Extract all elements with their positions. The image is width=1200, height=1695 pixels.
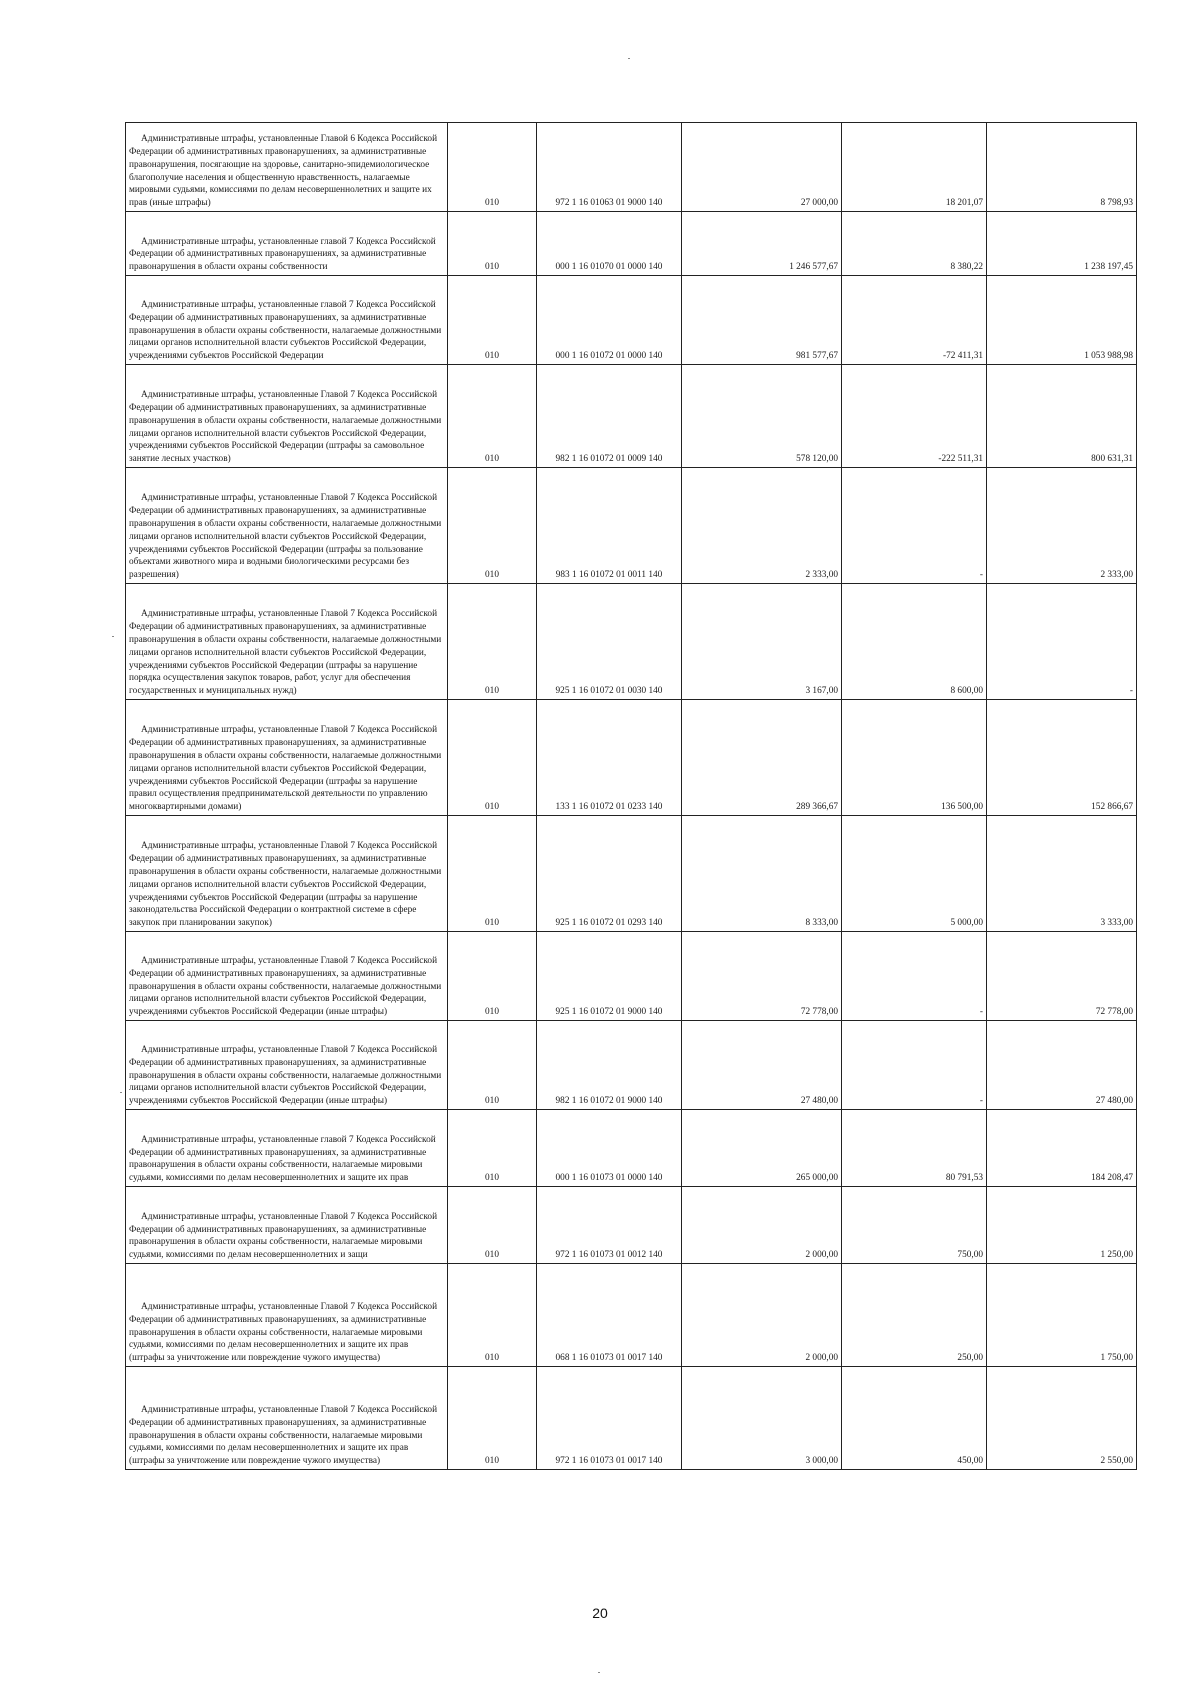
- description-cell: [126, 1187, 448, 1264]
- remaining-amount-cell: 72 778,00: [987, 932, 1137, 1021]
- description-cell: [126, 584, 448, 700]
- table-row: [126, 932, 1137, 1021]
- table-row: [126, 1264, 1137, 1367]
- executed-amount-cell: -72 411,31: [842, 276, 987, 365]
- executed-amount-cell: 450,00: [842, 1367, 987, 1470]
- executed-amount-cell: 80 791,53: [842, 1110, 987, 1187]
- description-text: Административные штрафы, установленные Главой 7 Кодекса Российской Федерации об административных правонарушениях, за административные правонарушения в области охраны собственности, налагаемые мировыми судьями, комиссиями по делам несовершеннолетних и защите их прав (штрафы за уничтожение или повреждение чужого имущества): [129, 1302, 438, 1364]
- executed-amount-cell: 18 201,07: [842, 123, 987, 212]
- budget-code-cell: 068 1 16 01073 01 0017 140: [537, 1264, 682, 1367]
- scan-speck: [112, 636, 114, 637]
- budget-code-cell: 000 1 16 01070 01 0000 140: [537, 212, 682, 276]
- remaining-amount-cell: 800 631,31: [987, 365, 1137, 468]
- remaining-amount-cell: -: [987, 584, 1137, 700]
- line-code-cell: 010: [448, 816, 537, 932]
- remaining-amount-cell: 2 333,00: [987, 468, 1137, 584]
- description-text: Административные штрафы, установленные Главой 7 Кодекса Российской Федерации об административных правонарушениях, за административные правонарушения в области охраны собственности, налагаемые мировыми судьями, комиссиями по делам несовершеннолетних и защи: [129, 1211, 438, 1261]
- remaining-amount-cell: 1 750,00: [987, 1264, 1137, 1367]
- line-code-cell: 010: [448, 1187, 537, 1264]
- executed-amount-cell: -: [842, 468, 987, 584]
- approved-amount-cell: 2 000,00: [682, 1264, 842, 1367]
- approved-amount-cell: 27 000,00: [682, 123, 842, 212]
- description-cell: [126, 932, 448, 1021]
- remaining-amount-cell: 8 798,93: [987, 123, 1137, 212]
- remaining-amount-cell: 1 238 197,45: [987, 212, 1137, 276]
- approved-amount-cell: 289 366,67: [682, 700, 842, 816]
- description-cell: [126, 1021, 448, 1110]
- executed-amount-cell: 250,00: [842, 1264, 987, 1367]
- description-cell: [126, 212, 448, 276]
- line-code-cell: 010: [448, 584, 537, 700]
- table-row: [126, 468, 1137, 584]
- approved-amount-cell: 265 000,00: [682, 1110, 842, 1187]
- scan-speck: [120, 1092, 122, 1093]
- remaining-amount-cell: 1 250,00: [987, 1187, 1137, 1264]
- budget-code-cell: 972 1 16 01073 01 0017 140: [537, 1367, 682, 1470]
- approved-amount-cell: 1 246 577,67: [682, 212, 842, 276]
- approved-amount-cell: 3 000,00: [682, 1367, 842, 1470]
- remaining-amount-cell: 1 053 988,98: [987, 276, 1137, 365]
- line-code-cell: 010: [448, 276, 537, 365]
- executed-amount-cell: 8 380,22: [842, 212, 987, 276]
- remaining-amount-cell: 184 208,47: [987, 1110, 1137, 1187]
- scan-speck: [598, 1672, 600, 1673]
- remaining-amount-cell: 2 550,00: [987, 1367, 1137, 1470]
- budget-code-cell: 925 1 16 01072 01 9000 140: [537, 932, 682, 1021]
- budget-code-cell: 133 1 16 01072 01 0233 140: [537, 700, 682, 816]
- table-row: [126, 1021, 1137, 1110]
- table-row: [126, 1187, 1137, 1264]
- approved-amount-cell: 27 480,00: [682, 1021, 842, 1110]
- table-row: [126, 700, 1137, 816]
- budget-code-cell: 925 1 16 01072 01 0293 140: [537, 816, 682, 932]
- line-code-cell: 010: [448, 932, 537, 1021]
- executed-amount-cell: -: [842, 1021, 987, 1110]
- budget-code-cell: 982 1 16 01072 01 9000 140: [537, 1021, 682, 1110]
- table-row: [126, 123, 1137, 212]
- budget-code-cell: 925 1 16 01072 01 0030 140: [537, 584, 682, 700]
- line-code-cell: 010: [448, 1367, 537, 1470]
- description-cell: [126, 816, 448, 932]
- approved-amount-cell: 2 000,00: [682, 1187, 842, 1264]
- remaining-amount-cell: 3 333,00: [987, 816, 1137, 932]
- description-text: Административные штрафы, установленные Главой 7 Кодекса Российской Федерации об административных правонарушениях, за административные правонарушения в области охраны собственности, налагаемые должностными лицами органов исполнительной власти субъектов Российской Федерации, учреждениями субъектов Российской Федерации (штрафы за самовольное занятие лесных участков): [129, 390, 442, 465]
- table-row: [126, 1367, 1137, 1470]
- table-row: [126, 365, 1137, 468]
- budget-code-cell: 982 1 16 01072 01 0009 140: [537, 365, 682, 468]
- line-code-cell: 010: [448, 1021, 537, 1110]
- budget-code-cell: 000 1 16 01073 01 0000 140: [537, 1110, 682, 1187]
- executed-amount-cell: -: [842, 932, 987, 1021]
- table-row: [126, 816, 1137, 932]
- table-row: [126, 1110, 1137, 1187]
- description-text: Административные штрафы, установленные Главой 7 Кодекса Российской Федерации об административных правонарушениях, за административные правонарушения в области охраны собственности, налагаемые мировыми судьями, комиссиями по делам несовершеннолетних и защите их прав (штрафы за уничтожение или повреждение чужого имущества): [129, 1405, 438, 1467]
- revenue-table: [125, 122, 1137, 1470]
- executed-amount-cell: 136 500,00: [842, 700, 987, 816]
- description-text: Административные штрафы, установленные Главой 7 Кодекса Российской Федерации об административных правонарушениях, за административные правонарушения в области охраны собственности, налагаемые должностными лицами органов исполнительной власти субъектов Российской Федерации, учреждениями субъектов Российской Федерации (штрафы за пользование объектами животного мира и водными биологическими ресурсами без разрешения): [129, 493, 442, 581]
- description-cell: [126, 1110, 448, 1187]
- line-code-cell: 010: [448, 123, 537, 212]
- description-text: Административные штрафы, установленные Главой 7 Кодекса Российской Федерации об административных правонарушениях, за административные правонарушения в области охраны собственности, налагаемые должностными лицами органов исполнительной власти субъектов Российской Федерации, учреждениями субъектов Российской Федерации (штрафы за нарушение порядка осуществления закупок товаров, работ, услуг для обеспечения государственных и муниципальных нужд): [129, 609, 442, 697]
- line-code-cell: 010: [448, 212, 537, 276]
- budget-code-cell: 972 1 16 01063 01 9000 140: [537, 123, 682, 212]
- approved-amount-cell: 8 333,00: [682, 816, 842, 932]
- executed-amount-cell: 8 600,00: [842, 584, 987, 700]
- description-cell: [126, 1264, 448, 1367]
- page-number: 20: [592, 1605, 608, 1621]
- scan-speck: [628, 58, 630, 59]
- description-text: Административные штрафы, установленные главой 7 Кодекса Российской Федерации об административных правонарушениях, за административные правонарушения в области охраны собственности: [129, 236, 436, 273]
- budget-code-cell: 000 1 16 01072 01 0000 140: [537, 276, 682, 365]
- approved-amount-cell: 981 577,67: [682, 276, 842, 365]
- executed-amount-cell: 750,00: [842, 1187, 987, 1264]
- description-cell: [126, 123, 448, 212]
- executed-amount-cell: 5 000,00: [842, 816, 987, 932]
- description-text: Административные штрафы, установленные Главой 7 Кодекса Российской Федерации об административных правонарушениях, за административные правонарушения в области охраны собственности, налагаемые должностными лицами органов исполнительной власти субъектов Российской Федерации, учреждениями субъектов Российской Федерации (штрафы за нарушение законодательства Российской Федерации о контрактной системе в сфере закупок при планировании закупок): [129, 841, 442, 929]
- description-text: Административные штрафы, установленные главой 7 Кодекса Российской Федерации об административных правонарушениях, за административные правонарушения в области охраны собственности, налагаемые должностными лицами органов исполнительной власти субъектов Российской Федерации, учреждениями субъектов Российской Федерации: [129, 300, 442, 362]
- approved-amount-cell: 3 167,00: [682, 584, 842, 700]
- description-cell: [126, 1367, 448, 1470]
- executed-amount-cell: -222 511,31: [842, 365, 987, 468]
- table-row: [126, 212, 1137, 276]
- description-cell: [126, 468, 448, 584]
- description-text: Административные штрафы, установленные Главой 6 Кодекса Российской Федерации об административных правонарушениях, за административные правонарушения, посягающие на здоровье, санитарно-эпидемиологическое благополучие населения и общественную нравственность, налагаемые мировыми судьями, комиссиями по делам несовершеннолетних и защите их прав (иные штрафы): [129, 134, 438, 209]
- description-cell: [126, 365, 448, 468]
- remaining-amount-cell: 27 480,00: [987, 1021, 1137, 1110]
- description-text: Административные штрафы, установленные Главой 7 Кодекса Российской Федерации об административных правонарушениях, за административные правонарушения в области охраны собственности, налагаемые должностными лицами органов исполнительной власти субъектов Российской Федерации, учреждениями субъектов Российской Федерации (штрафы за нарушение правил осуществления предпринимательской деятельности по управлению многоквартирными домами): [129, 725, 442, 813]
- description-text: Административные штрафы, установленные Главой 7 Кодекса Российской Федерации об административных правонарушениях, за административные правонарушения в области охраны собственности, налагаемые должностными лицами органов исполнительной власти субъектов Российской Федерации, учреждениями субъектов Российской Федерации (иные штрафы): [129, 956, 442, 1018]
- table-body: [126, 123, 1137, 1470]
- remaining-amount-cell: 152 866,67: [987, 700, 1137, 816]
- line-code-cell: 010: [448, 1264, 537, 1367]
- line-code-cell: 010: [448, 468, 537, 584]
- approved-amount-cell: 72 778,00: [682, 932, 842, 1021]
- line-code-cell: 010: [448, 700, 537, 816]
- table-row: [126, 584, 1137, 700]
- approved-amount-cell: 578 120,00: [682, 365, 842, 468]
- budget-code-cell: 983 1 16 01072 01 0011 140: [537, 468, 682, 584]
- description-text: Административные штрафы, установленные Главой 7 Кодекса Российской Федерации об административных правонарушениях, за административные правонарушения в области охраны собственности, налагаемые должностными лицами органов исполнительной власти субъектов Российской Федерации, учреждениями субъектов Российской Федерации (иные штрафы): [129, 1045, 442, 1107]
- table-row: [126, 276, 1137, 365]
- description-cell: [126, 700, 448, 816]
- description-cell: [126, 276, 448, 365]
- line-code-cell: 010: [448, 1110, 537, 1187]
- description-text: Административные штрафы, установленные главой 7 Кодекса Российской Федерации об административных правонарушениях, за административные правонарушения в области охраны собственности, налагаемые мировыми судьями, комиссиями по делам несовершеннолетних и защите их прав: [129, 1134, 436, 1184]
- approved-amount-cell: 2 333,00: [682, 468, 842, 584]
- line-code-cell: 010: [448, 365, 537, 468]
- budget-code-cell: 972 1 16 01073 01 0012 140: [537, 1187, 682, 1264]
